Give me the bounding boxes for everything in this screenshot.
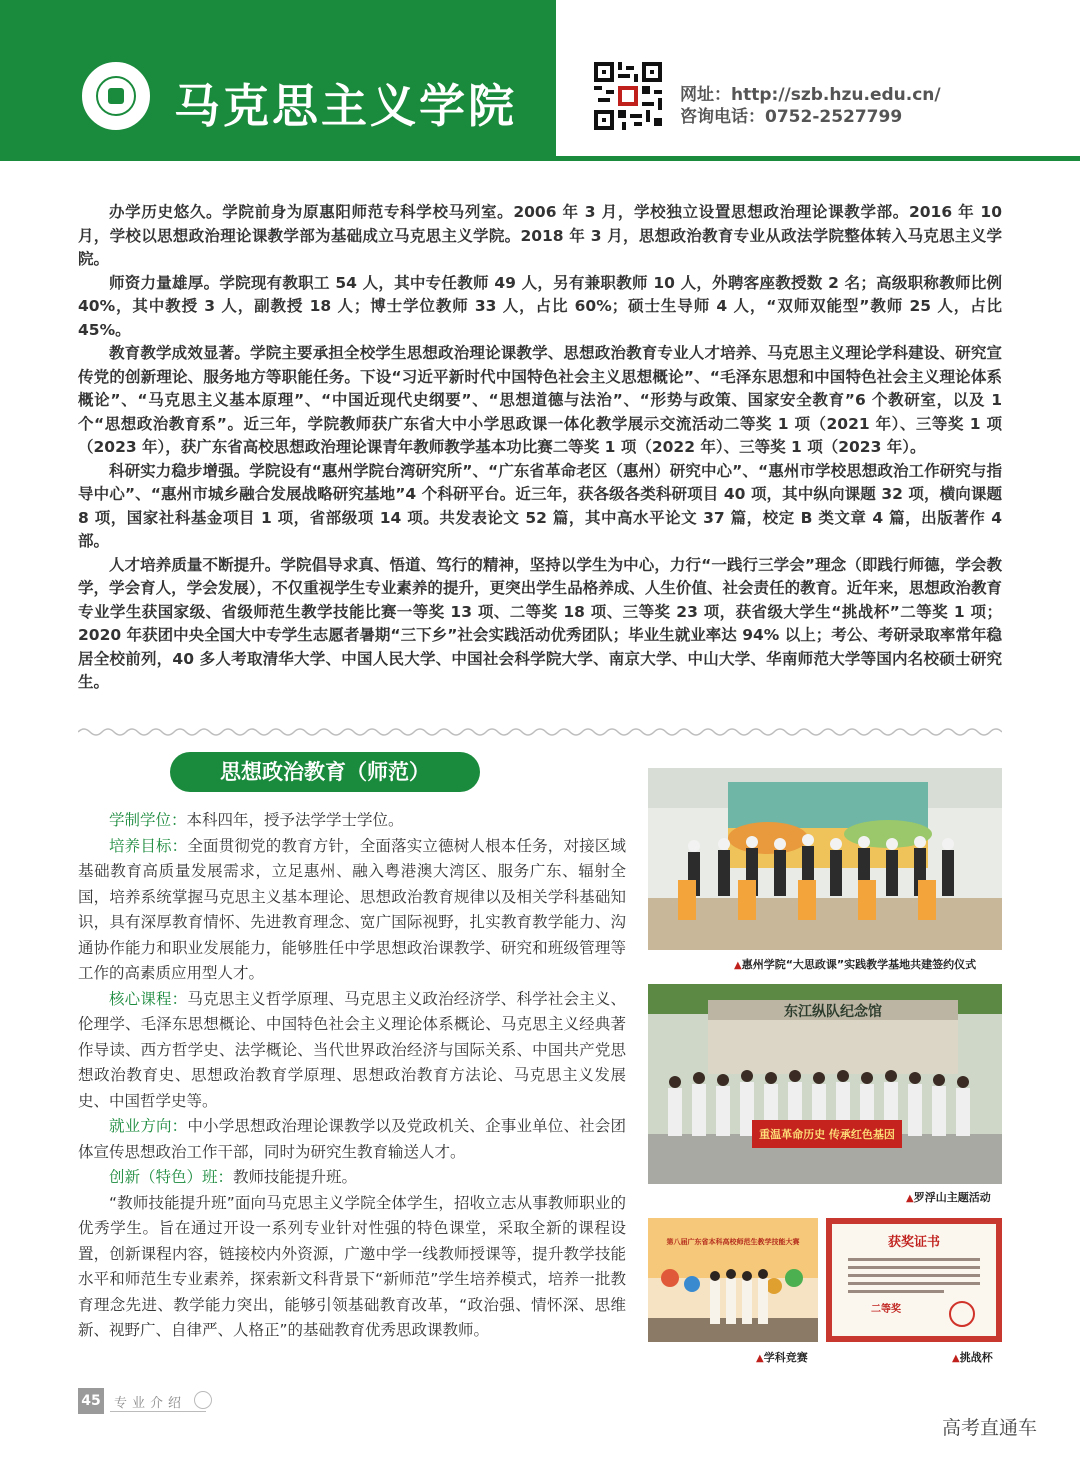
career-label: 就业方向： [109, 1117, 188, 1135]
photo-certificate [826, 1218, 1002, 1342]
competition-illustration [648, 1218, 818, 1342]
header-divider [0, 156, 1080, 161]
intro-talent: 人才培养质量不断提升。学院倡导求真、悟道、笃行的精神，坚持以学生为中心，力行“一践行三学会”理念（即践行师德，学会教学，学会育人，学会发展），不仅重视学生专业素养的提升，更突出学生品格养成、人生价值、社会责任的教育。近年来，思想政治教育专业学生获国家级、省级师范生教学技能比赛一等奖 13 项、二等奖 18 项、三等奖 23 项，获省级大学生“挑战杯”二等奖 1 项；2020 年获团中央全国大中专学生志愿者暑期“三下乡”社会实践活动优秀团队；毕业生就业率达 94% 以上；考公、考研录取率常年稳居全校前列，40 多人考取清华大学、中国人民大学、中国社会科学院大学、南京大学、中山大学、华南师范大学等国内名校硕士研究生。 [78, 555, 1002, 691]
major-description [78, 808, 626, 1344]
caption-1-text: 惠州学院“大思政课”实践教学基地共建签约仪式 [741, 958, 977, 971]
logo-core-icon [108, 88, 124, 104]
duration-paragraph [78, 808, 626, 834]
logo-ring-icon [96, 76, 136, 116]
caption-signing-ceremony [734, 956, 976, 972]
photo-competition [648, 1218, 818, 1342]
caption-3-text: 学科竞赛 [763, 1351, 808, 1364]
caption-triangle-icon: ▲ [906, 1193, 914, 1204]
banner-text: 重温革命历史 传承红色基因 [759, 1128, 895, 1141]
competition-banner-text: 第八届广东省本科高校师范生教学技能大赛 [666, 1238, 800, 1246]
wave-divider [78, 724, 1002, 740]
special-label: 创新（特色）班： [109, 1168, 234, 1186]
intro-faculty: 师资力量雄厚。学院现有教职工 54 人，其中专任教师 49 人，另有兼职教师 10 人，外聘客座教授数 2 名；高级职称教师比例 40%，其中教授 3 人，副教授 18 人；博士学位教师 33 人，占比 60%；硕士生导师 4 人，“双师双能型”教师 25 人，占比 45%。 [78, 273, 1002, 339]
major-title-pill: 思想政治教育（师范） [170, 752, 480, 792]
contact-info [680, 84, 941, 128]
website-text: 网址：http://szb.hzu.edu.cn/ [680, 85, 941, 105]
goal-label: 培养目标： [109, 836, 188, 855]
special-description: “教师技能提升班”面向马克思主义学院全体学生，招收立志从事教师职业的优秀学生。旨在通过开设一系列专业针对性强的特色课堂，采取全新的课程设置，创新课程内容，链接校内外资源，广邀中学一线教师授课等，提升教学技能水平和师范生专业素养，探索新文科背景下“新师范”学生培养模式，培养一批教育理念先进、教学能力突出，能够引领基础教育改革，“政治强、情怀深、思维新、视野广、自律严、人格正”的基础教育优秀思政课教师。 [78, 1193, 626, 1339]
courses-label: 核心课程： [109, 989, 188, 1008]
duration-text: 本科四年，授予法学学士学位。 [186, 811, 404, 829]
intro-history: 办学历史悠久。学院前身为原惠阳师范专科学校马列室。2006 年 3 月，学校独立设置思想政治理论课教学部。2016 年 10 月，学校以思想政治理论课教学部为基础成立马克思主义学院。2018 年 3 月，思想政治教育专业从政法学院整体转入马克思主义学院。 [78, 203, 1002, 268]
goal-text: 全面贯彻党的教育方针，全面落实立德树人根本任务，对接区域基础教育高质量发展需求，立足惠州、融入粤港澳大湾区、服务广东、辐射全国，培养系统掌握马克思主义基本理论、思想政治教育规律以及相关学科基础知识，具有深厚教育情怀、先进教育理念、宽广国际视野，扎实教育教学能力、沟通协作能力和职业发展能力，能够胜任中学思想政治课教学、研究和班级管理等工作的高素质应用型人才。 [78, 836, 626, 982]
caption-triangle-icon: ▲ [756, 1353, 764, 1364]
certificate-award-text: 二等奖 [871, 1304, 901, 1315]
courses-text: 马克思主义哲学原理、马克思主义政治经济学、科学社会主义、伦理学、毛泽东思想概论、中国特色社会主义理论体系概论、马克思主义经典著作导读、西方哲学史、法学概论、当代世界政治经济与国际关系、中国共产党思想政治教育史、思想政治教育学原理、思想政治教育方法论、马克思主义发展史、中国哲学史等。 [78, 989, 626, 1110]
career-text: 中小学思想政治理论课教学以及党政机关、企事业单位、社会团体宣传思想政治工作干部，同时为研究生教育输送人才。 [78, 1117, 626, 1161]
footer-rule [110, 1411, 206, 1412]
signing-ceremony-illustration [648, 768, 1002, 950]
page-title: 马克思主义学院 [174, 79, 517, 133]
caption-2-text: 罗浮山主题活动 [913, 1191, 991, 1204]
caption-luofu-activity [906, 1189, 991, 1205]
page-number: 45 [78, 1388, 104, 1414]
college-intro [78, 201, 1002, 695]
luofu-activity-illustration [648, 984, 1002, 1184]
phone-text: 咨询电话：0752-2527799 [680, 107, 903, 127]
intro-research: 科研实力稳步增强。学院设有“惠州学院台湾研究所”、“广东省革命老区（惠州）研究中心”、“惠州市学校思想政治工作研究与指导中心”、“惠州市城乡融合发展战略研究基地”4 个科研平台。近三年，获各级各类科研项目 40 项，其中纵向课题 32 项，横向课题 8 项，国家社科基金项目 1 项，省部级项 14 项。共发表论文 52 篇，其中高水平论文 37 篇，校定 B 类文章 4 篇，出版著作 4 部。 [78, 461, 1002, 550]
courses-paragraph [78, 987, 626, 1115]
footer-circle-icon [194, 1391, 212, 1409]
goal-paragraph [78, 834, 626, 987]
watermark-text: 高考直通车 [942, 1417, 1038, 1439]
certificate-title-text: 获奖证书 [887, 1235, 941, 1250]
section-label: 专业介绍 [114, 1396, 187, 1411]
caption-challenge-cup [952, 1349, 993, 1365]
building-name-text: 东江纵队纪念馆 [784, 1004, 882, 1020]
page-header [0, 0, 1080, 162]
caption-4-text: 挑战杯 [959, 1351, 993, 1364]
special-paragraph [78, 1165, 626, 1191]
school-logo [80, 60, 152, 132]
career-paragraph [78, 1114, 626, 1165]
photo-signing-ceremony [648, 768, 1002, 950]
photo-luofu-activity [648, 984, 1002, 1184]
caption-competition [756, 1349, 808, 1365]
caption-triangle-icon: ▲ [952, 1353, 960, 1364]
certificate-illustration [826, 1218, 1002, 1342]
intro-teaching: 教育教学成效显著。学院主要承担全校学生思想政治理论课教学、思想政治教育专业人才培养、马克思主义理论学科建设、研究宣传党的创新理论、服务地方等职能任务。下设“习近平新时代中国特色社会主义思想概论”、“毛泽东思想和中国特色社会主义理论体系概论”、“马克思主义基本原理”、“中国近现代史纲要”、“思想道德与法治”、“形势与政策、国家安全教育”6 个教研室，以及 1 个“思想政治教育系”。近三年，学院教师获广东省大中小学思政课一体化教学展示交流活动二等奖 1 项（2021 年）、三等奖 1 项（2023 年），获广东省高校思想政治理论课青年教师教学基本功比赛二等奖 1 项（2022 年）、三等奖 1 项（2023 年）。 [78, 344, 1002, 456]
duration-label: 学制学位： [109, 811, 187, 829]
qr-code-icon [594, 62, 662, 130]
caption-triangle-icon: ▲ [734, 960, 742, 971]
special-text: 教师技能提升班。 [233, 1168, 358, 1186]
